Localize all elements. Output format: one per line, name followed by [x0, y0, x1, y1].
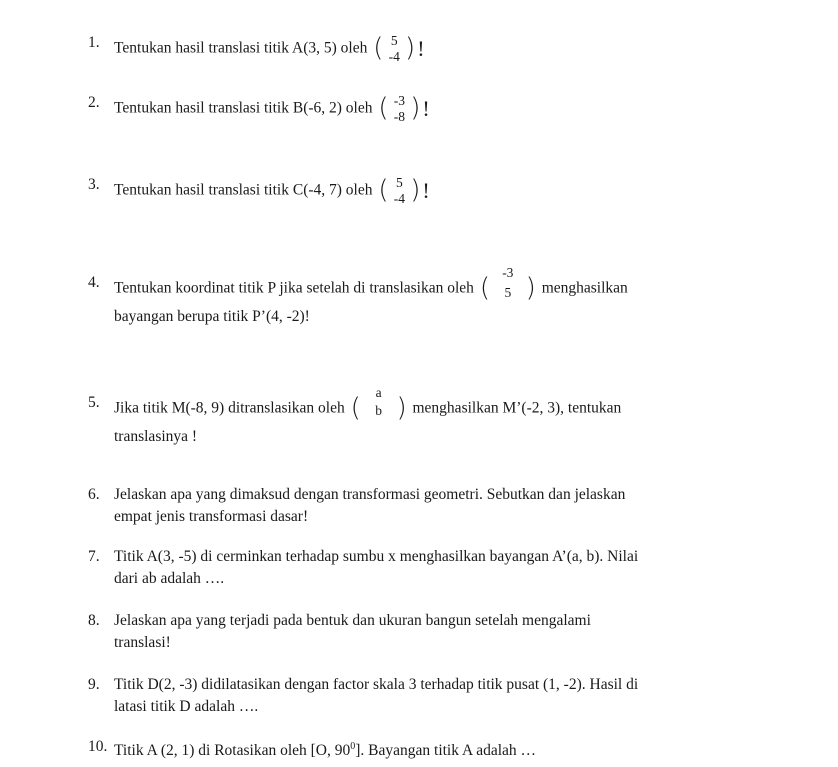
question-text-line2: dari ab adalah …. — [114, 570, 225, 587]
question-text-line2: bayangan berupa titik P’(4, -2)! — [114, 308, 310, 325]
question-1 — [88, 32, 738, 66]
vector-top: a — [375, 385, 382, 400]
translation-vector: ( a b ) — [350, 385, 407, 423]
question-text: Jika titik M(-8, 9) ditranslasikan oleh — [114, 399, 345, 417]
question-6 — [88, 484, 738, 528]
question-suffix: ! — [417, 36, 425, 61]
question-text-line2: empat jenis transformasi dasar! — [114, 508, 309, 525]
question-number: 8. — [88, 612, 100, 629]
question-number: 3. — [88, 176, 100, 193]
vector-top: -3 — [502, 265, 514, 280]
question-number: 2. — [88, 94, 100, 111]
question-number: 9. — [88, 676, 100, 693]
question-9 — [88, 674, 738, 718]
translation-vector: ( 5 -4 ) — [378, 175, 421, 206]
question-text-continued: menghasilkan — [541, 279, 628, 297]
question-text-line2: latasi titik D adalah …. — [114, 698, 259, 715]
question-text-line2: translasi! — [114, 634, 171, 651]
question-10 — [88, 736, 738, 762]
question-text-line2: translasinya ! — [114, 428, 198, 445]
question-suffix: ! — [422, 96, 430, 121]
question-number: 7. — [88, 548, 100, 565]
question-8 — [88, 610, 738, 654]
translation-vector: ( -3 -8 ) — [378, 93, 421, 124]
question-text-continued: ]. Bayangan titik A adalah … — [355, 742, 537, 760]
degree-superscript: 0 — [350, 741, 356, 752]
vector-bottom: -4 — [388, 49, 400, 64]
question-5 — [88, 385, 738, 448]
question-text: Jelaskan apa yang terjadi pada bentuk dan ukuran bangun setelah mengalami — [114, 612, 591, 629]
translation-vector: ( 5 -4 ) — [373, 33, 416, 64]
question-number: 6. — [88, 486, 100, 503]
vector-bottom: -8 — [393, 109, 405, 124]
question-3 — [88, 174, 738, 208]
question-text: Tentukan koordinat titik P jika setelah di translasikan oleh — [114, 279, 474, 297]
vector-bottom: -4 — [393, 191, 405, 206]
question-2 — [88, 92, 738, 126]
vector-bottom: 5 — [504, 285, 512, 300]
translation-vector: ( -3 5 ) — [479, 265, 536, 303]
question-4 — [88, 265, 738, 328]
question-text: Titik A(3, -5) di cerminkan terhadap sumbu x menghasilkan bayangan A’(a, b). Nilai — [114, 548, 639, 565]
question-text: Tentukan hasil translasi titik A(3, 5) oleh — [114, 39, 368, 57]
question-7 — [88, 546, 738, 590]
question-number: 10. — [88, 738, 108, 755]
vector-bottom: b — [375, 403, 382, 418]
vector-top: -3 — [393, 93, 405, 108]
question-text: Tentukan hasil translasi titik B(-6, 2) oleh — [114, 99, 373, 117]
question-text: Titik A (2, 1) di Rotasikan oleh [O, 90 — [114, 742, 351, 760]
question-number: 1. — [88, 34, 100, 51]
question-text: Tentukan hasil translasi titik C(-4, 7) oleh — [114, 181, 373, 199]
question-number: 4. — [88, 274, 100, 291]
question-text: Titik D(2, -3) didilatasikan dengan factor skala 3 terhadap titik pusat (1, -2). Hasil di — [114, 676, 639, 693]
question-text: Jelaskan apa yang dimaksud dengan transformasi geometri. Sebutkan dan jelaskan — [114, 486, 626, 503]
vector-top: 5 — [390, 33, 398, 48]
question-suffix: ! — [422, 178, 430, 203]
question-text-continued: menghasilkan M’(-2, 3), tentukan — [412, 399, 622, 417]
question-number: 5. — [88, 394, 100, 411]
vector-top: 5 — [396, 175, 403, 190]
